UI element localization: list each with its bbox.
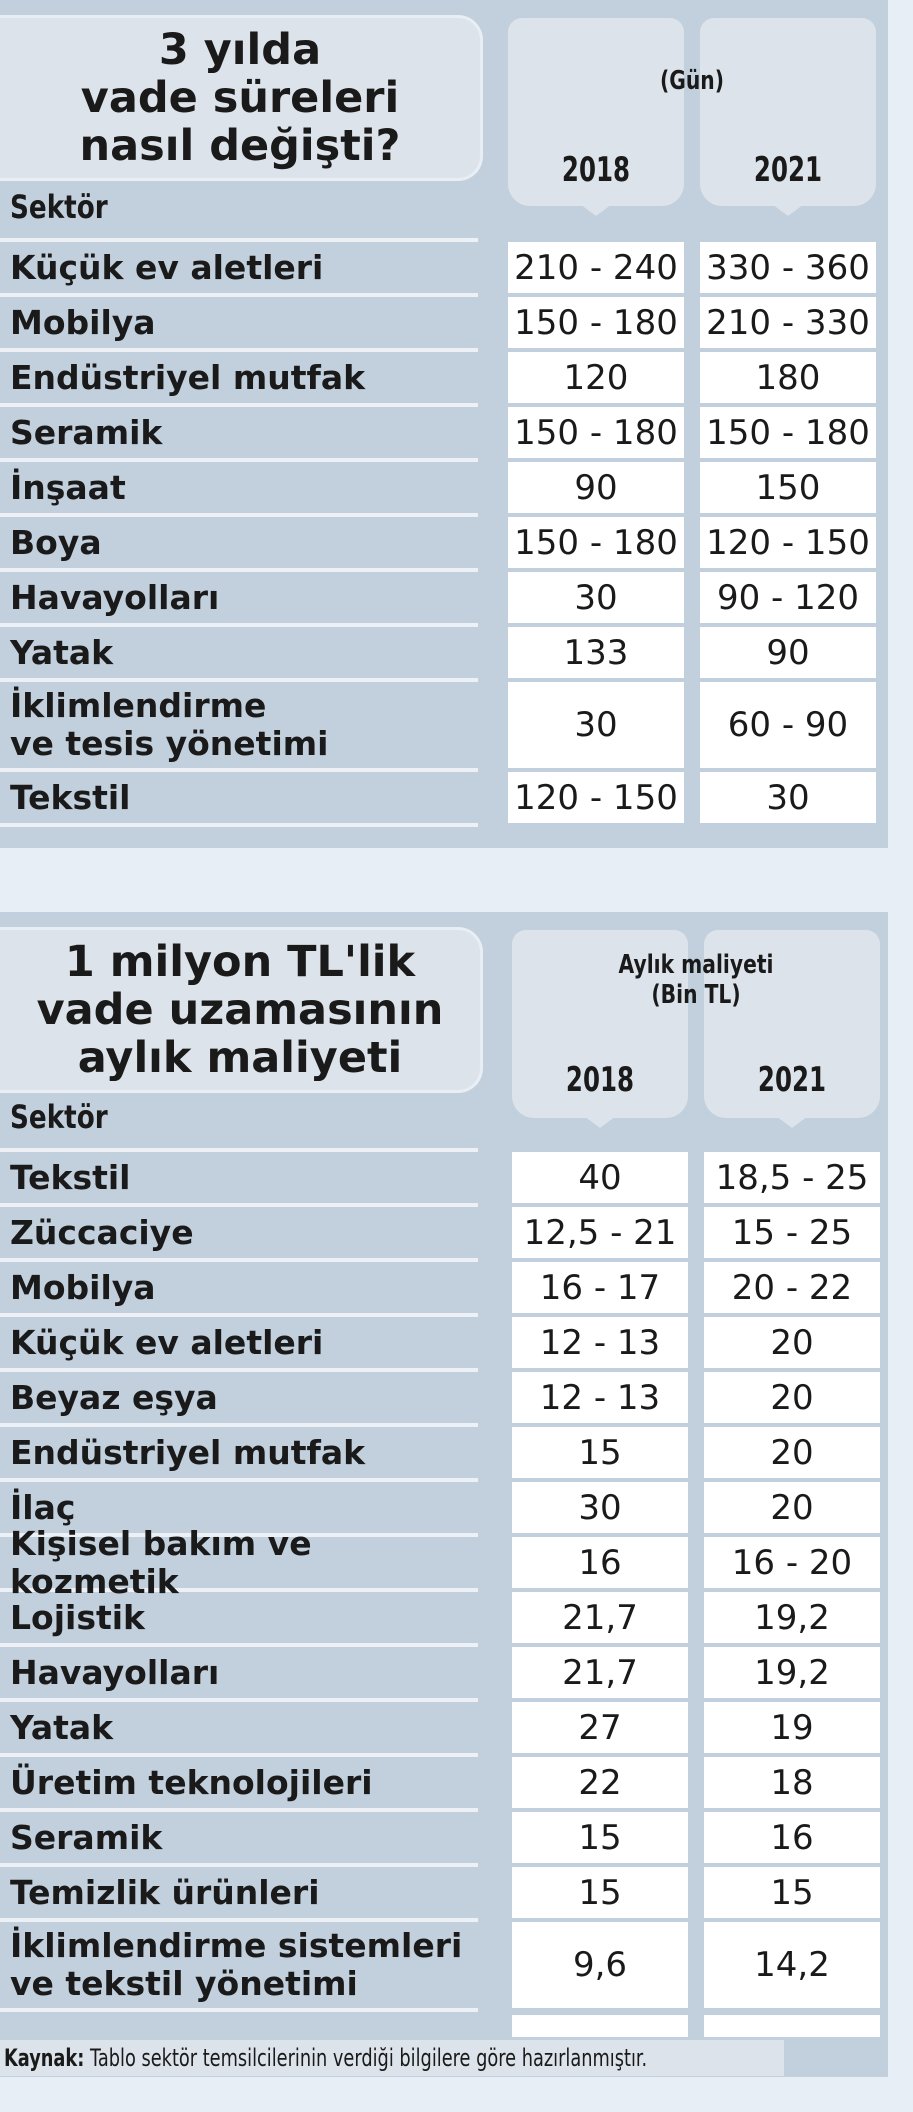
row-label-line: Kişisel bakım ve kozmetik <box>10 1523 312 1601</box>
cell-2021: 19,2 <box>704 1647 880 1698</box>
cell-2021: 15 - 25 <box>704 1207 880 1258</box>
row-label-line: Lojistik <box>10 1597 145 1637</box>
cell-2021: 20 <box>704 1372 880 1423</box>
row-label <box>0 1702 478 1757</box>
row-label-line: Tekstil <box>10 777 131 817</box>
row-label-line: Seramik <box>10 412 163 452</box>
row-label <box>0 627 478 682</box>
cell-2018: 15 <box>512 1867 688 1918</box>
row-label-line: ve tesis yönetimi <box>10 724 329 763</box>
cell-2021: 120 - 150 <box>700 517 876 568</box>
cell-2021: 20 <box>704 1482 880 1533</box>
cell-2018: 12 - 13 <box>512 1317 688 1368</box>
row-label-line: Beyaz eşya <box>10 1377 218 1417</box>
table-row <box>0 1523 888 1601</box>
row-label-line: Küçük ev aletleri <box>10 247 324 287</box>
row-label-line: İnşaat <box>10 467 126 507</box>
table2-unit-line: (Bin TL) <box>651 980 741 1010</box>
table2-title-line: 1 milyon TL'lik <box>64 937 416 987</box>
table2-year-2018: 2018 <box>565 1060 635 1100</box>
row-label <box>0 407 478 462</box>
cell-2018: 21,7 <box>512 1647 688 1698</box>
row-label <box>0 1647 478 1702</box>
table2-unit <box>552 950 839 1010</box>
cell-2021: 150 - 180 <box>700 407 876 458</box>
table1-title-line: 3 yılda <box>158 25 322 75</box>
table2-title-line: aylık maliyeti <box>77 1033 403 1083</box>
row-label <box>0 1592 478 1647</box>
cell-2018: 150 - 180 <box>508 407 684 458</box>
cell-2021: 60 - 90 <box>700 682 876 768</box>
row-label <box>0 1812 478 1867</box>
table1-sector-header: Sektör <box>10 188 108 226</box>
table-row <box>0 1152 888 1207</box>
row-label-line: Boya <box>10 522 102 562</box>
table2-sector-header: Sektör <box>10 1098 108 1136</box>
table1-unit: (Gün) <box>659 66 725 96</box>
table-row <box>0 407 888 462</box>
cell-2018: 30 <box>508 572 684 623</box>
table-row <box>0 1592 888 1647</box>
cell-2018: 16 - 17 <box>512 1262 688 1313</box>
row-label <box>0 1427 478 1482</box>
cell-2018: 30 <box>512 1482 688 1533</box>
cell-2021: 18,5 - 25 <box>704 1152 880 1203</box>
cell-2018: 12 - 13 <box>512 1372 688 1423</box>
row-label-line: Tekstil <box>10 1157 131 1197</box>
row-label <box>0 682 478 772</box>
row-label <box>0 242 478 297</box>
cell-2021: 16 <box>704 1812 880 1863</box>
row-label <box>0 1757 478 1812</box>
row-label <box>0 1523 478 1601</box>
cell-2021: 16 - 20 <box>704 1537 880 1588</box>
row-label-line: Mobilya <box>10 1267 156 1307</box>
row-label-line: Yatak <box>10 1707 114 1747</box>
cell-2021: 90 - 120 <box>700 572 876 623</box>
row-label <box>0 352 478 407</box>
table2-bottom-strip <box>704 2015 880 2037</box>
cell-2018: 15 <box>512 1812 688 1863</box>
table2-year-2021: 2021 <box>757 1060 827 1100</box>
table1-title-line: vade süreleri <box>80 73 400 123</box>
table1-year-2021: 2021 <box>753 150 823 190</box>
table-row <box>0 1867 888 1922</box>
row-label <box>0 1152 478 1207</box>
row-label <box>0 297 478 352</box>
cell-2021: 20 - 22 <box>704 1262 880 1313</box>
table-row <box>0 1702 888 1757</box>
row-label-line: Mobilya <box>10 302 156 342</box>
cell-2021: 15 <box>704 1867 880 1918</box>
table-row <box>0 1812 888 1867</box>
table-row <box>0 1207 888 1262</box>
cell-2018: 30 <box>508 682 684 768</box>
table-row <box>0 572 888 627</box>
table1-year-2018: 2018 <box>561 150 631 190</box>
table-row <box>0 1262 888 1317</box>
row-label <box>0 1922 478 2012</box>
table-row <box>0 1427 888 1482</box>
cell-2018: 16 <box>512 1537 688 1588</box>
table-row <box>0 772 888 827</box>
table-row <box>0 462 888 517</box>
cell-2021: 20 <box>704 1427 880 1478</box>
cell-2018: 150 - 180 <box>508 517 684 568</box>
cell-2021: 210 - 330 <box>700 297 876 348</box>
cell-2018: 21,7 <box>512 1592 688 1643</box>
row-label <box>0 1262 478 1317</box>
row-label <box>0 1867 478 1922</box>
row-label <box>0 1317 478 1372</box>
source-text: Tablo sektör temsilcilerinin verdiği bilgilere göre hazırlanmıştır. <box>84 2044 648 2072</box>
cell-2018: 22 <box>512 1757 688 1808</box>
row-label-line: Havayolları <box>10 1652 220 1692</box>
row-label-line: Temizlik ürünleri <box>10 1872 320 1912</box>
table-row <box>0 517 888 572</box>
table2-title <box>0 930 480 1090</box>
cell-2021: 20 <box>704 1317 880 1368</box>
row-label-line: İlaç <box>10 1487 76 1527</box>
table-row <box>0 1647 888 1702</box>
cell-2018: 27 <box>512 1702 688 1753</box>
cell-2021: 90 <box>700 627 876 678</box>
table1-title-line: nasıl değişti? <box>79 121 401 171</box>
row-label-line: İklimlendirme <box>10 686 267 725</box>
table-row <box>0 1922 888 2012</box>
cell-2018: 120 <box>508 352 684 403</box>
row-label-line: ve tekstil yönetimi <box>10 1964 358 2003</box>
table-row <box>0 352 888 407</box>
table2-bottom-strip <box>512 2015 688 2037</box>
row-label <box>0 1372 478 1427</box>
row-label <box>0 517 478 572</box>
cell-2021: 180 <box>700 352 876 403</box>
cell-2021: 330 - 360 <box>700 242 876 293</box>
cell-2018: 90 <box>508 462 684 513</box>
source-label: Kaynak: <box>4 2044 85 2072</box>
table2-unit-line: Aylık maliyeti <box>618 950 774 980</box>
row-label-line: Üretim teknolojileri <box>10 1762 373 1802</box>
table1-title <box>0 18 480 178</box>
source-note <box>0 2040 784 2076</box>
table-row <box>0 297 888 352</box>
row-label <box>0 772 478 827</box>
row-label-line: Seramik <box>10 1817 163 1857</box>
table-row <box>0 1372 888 1427</box>
cell-2018: 40 <box>512 1152 688 1203</box>
row-label-line: İklimlendirme sistemleri <box>10 1926 463 1965</box>
cell-2021: 150 <box>700 462 876 513</box>
table-row <box>0 682 888 772</box>
table-row <box>0 627 888 682</box>
row-label-line: Endüstriyel mutfak <box>10 1432 366 1472</box>
row-label-line: Züccaciye <box>10 1212 194 1252</box>
row-label-line: Endüstriyel mutfak <box>10 357 366 397</box>
cell-2018: 12,5 - 21 <box>512 1207 688 1258</box>
row-label <box>0 1207 478 1262</box>
cell-2018: 120 - 150 <box>508 772 684 823</box>
cell-2021: 30 <box>700 772 876 823</box>
cell-2018: 210 - 240 <box>508 242 684 293</box>
cell-2018: 150 - 180 <box>508 297 684 348</box>
cell-2021: 18 <box>704 1757 880 1808</box>
cell-2018: 9,6 <box>512 1922 688 2008</box>
row-label <box>0 462 478 517</box>
row-label-line: Yatak <box>10 632 114 672</box>
table2-title-line: vade uzamasının <box>36 985 444 1035</box>
cell-2018: 15 <box>512 1427 688 1478</box>
row-label-line: Küçük ev aletleri <box>10 1322 324 1362</box>
cell-2021: 19,2 <box>704 1592 880 1643</box>
table-row <box>0 242 888 297</box>
cell-2018: 133 <box>508 627 684 678</box>
row-label-line: Havayolları <box>10 577 220 617</box>
table-row <box>0 1317 888 1372</box>
cell-2021: 14,2 <box>704 1922 880 2008</box>
row-label <box>0 572 478 627</box>
table-row <box>0 1757 888 1812</box>
cell-2021: 19 <box>704 1702 880 1753</box>
